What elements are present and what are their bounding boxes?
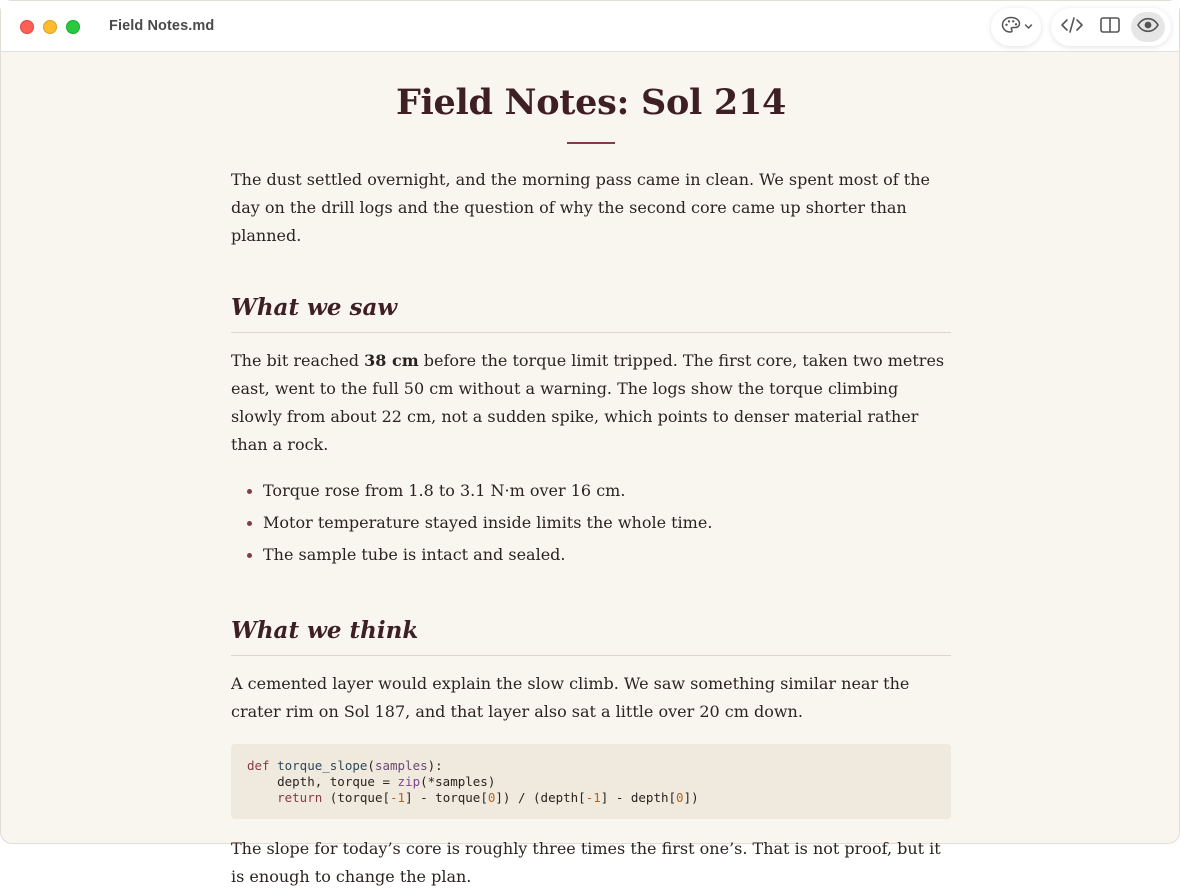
code-text: (*samples)	[420, 774, 496, 789]
code-keyword: def	[247, 758, 270, 773]
page-title: Field Notes: Sol 214	[395, 82, 787, 123]
code-text: ] - depth[	[600, 790, 677, 805]
observation-list	[231, 475, 951, 571]
observation-paragraph	[231, 347, 951, 459]
minimize-window-button[interactable]	[43, 20, 57, 34]
code-number: 0	[487, 790, 496, 805]
bold-depth: 38 cm	[364, 351, 419, 370]
code-text: ] - torque[	[405, 790, 488, 805]
document-title: Field Notes.md	[109, 18, 215, 34]
close-window-button[interactable]	[20, 20, 34, 34]
title-divider	[567, 142, 615, 144]
code-text: ):	[427, 758, 443, 773]
intro-paragraph: The dust settled overnight, and the morning pass came in clean. We spent most of the day on the drill logs and the question of why the second core came up shorter than planned.	[231, 170, 930, 245]
chevron-down-icon	[1024, 18, 1033, 36]
view-mode-toolbar	[1051, 8, 1171, 46]
source-view-button[interactable]	[1055, 12, 1089, 42]
code-icon	[1060, 16, 1084, 39]
code-builtin: zip	[397, 774, 421, 789]
code-text: (torque[	[322, 790, 390, 805]
conclusion-paragraph: The slope for today’s core is roughly three times the first one’s. That is not proof, but it is enough to change the plan.	[231, 839, 941, 886]
window-controls	[20, 20, 80, 34]
theme-toolbar	[991, 8, 1041, 46]
list-item: Motor temperature stayed inside limits the whole time.	[263, 507, 951, 539]
code-keyword: return	[247, 790, 323, 805]
code-text: depth, torque =	[247, 774, 398, 789]
code-number: -1	[585, 790, 601, 805]
code-argument: samples	[374, 758, 428, 773]
section-heading-what-we-saw: What we saw	[231, 292, 951, 333]
list-item: Torque rose from 1.8 to 3.1 N·m over 16 cm.	[263, 475, 951, 507]
split-view-button[interactable]	[1093, 12, 1127, 42]
code-block	[231, 744, 951, 819]
title-bar	[1, 1, 1179, 52]
hypothesis-paragraph: A cemented layer would explain the slow climb. We saw something similar near the crater rim on Sol 187, and that layer also sat a little over 20 cm down.	[231, 674, 910, 721]
split-view-icon	[1099, 16, 1121, 39]
section-heading-what-we-think: What we think	[231, 615, 951, 656]
code-number: 0	[676, 790, 684, 805]
palette-icon	[1000, 15, 1022, 40]
zoom-window-button[interactable]	[66, 20, 80, 34]
markdown-preview	[231, 53, 951, 891]
list-item: The sample tube is intact and sealed.	[263, 539, 951, 571]
code-function-name: torque_slope	[277, 758, 368, 773]
paragraph-text: before the torque limit tripped. The first core, taken two metres east, went to the full 50 cm without a warning. The logs show the torque climbing slowly from about 22 cm, not a sudden spike, which points to denser material rather than a rock.	[231, 351, 945, 454]
code-text: ]) / (depth[	[495, 790, 586, 805]
code-text: (	[367, 758, 375, 773]
preview-view-button[interactable]	[1131, 12, 1165, 42]
code-number: -1	[390, 790, 406, 805]
paragraph-text: The bit reached	[231, 351, 365, 370]
theme-picker-button[interactable]	[1000, 15, 1033, 40]
code-text: ])	[683, 790, 699, 805]
eye-icon	[1136, 16, 1160, 39]
